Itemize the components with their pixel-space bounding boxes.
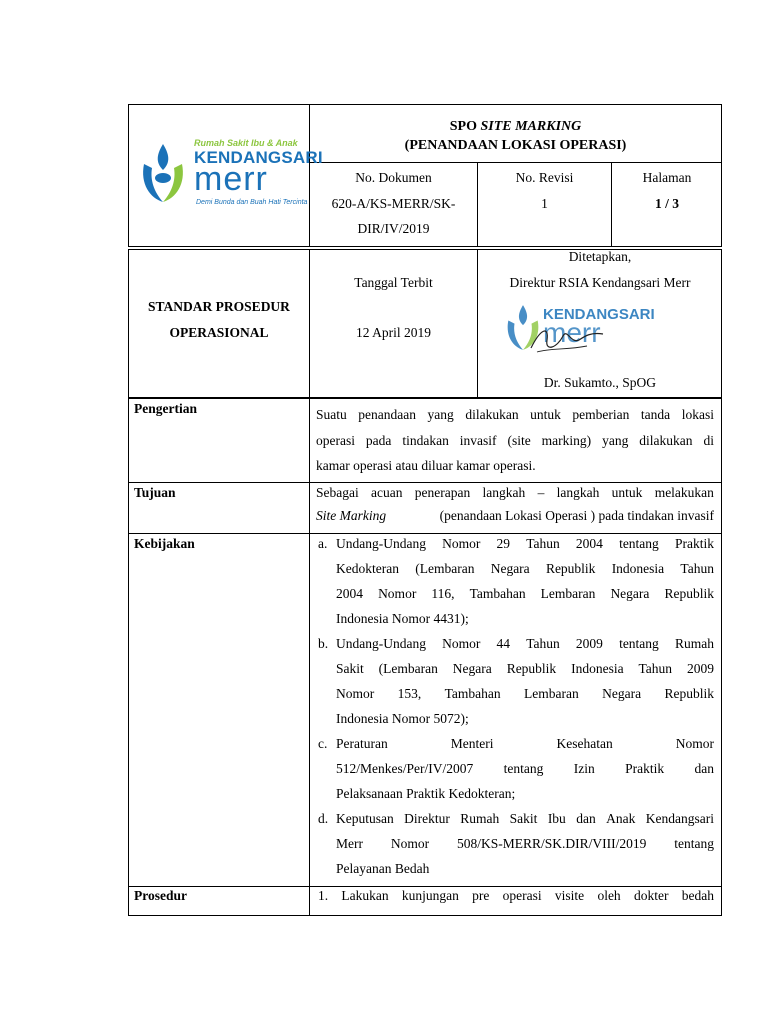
pengertian-line-3: kamar operasi atau diluar kamar operasi. — [316, 458, 536, 473]
doc-number-line-2: DIR/IV/2019 — [357, 221, 430, 236]
issue-date-label: Tanggal Terbit — [354, 275, 433, 290]
logo-brand: merr — [194, 160, 268, 198]
title-prefix: SPO — [449, 119, 477, 134]
approval-stamp — [503, 296, 665, 360]
prosedur-step-1: 1. Lakukan kunjungan pre operasi visite oleh dokter bedah — [318, 888, 714, 903]
tujuan-label: Tujuan — [134, 485, 176, 500]
pengertian-line-1: Suatu penandaan yang dilakukan untuk pemberian tanda lokasi — [316, 407, 714, 422]
approver-name: Dr. Sukamto., SpOG — [543, 375, 657, 390]
header-divider-h — [309, 162, 722, 163]
tujuan-line-1: Sebagai acuan penerapan langkah – langkah untuk melakukan — [316, 485, 714, 500]
logo-emblem-icon — [140, 140, 186, 210]
kebijakan-b-line-2: Sakit (Lembaran Negara Republik Indonesia Tahun 2009 — [336, 661, 714, 676]
sop-title-line-1: STANDAR PROSEDUR — [148, 299, 290, 314]
document-title — [310, 118, 721, 136]
kebijakan-b-line-4: Indonesia Nomor 5072); — [336, 711, 469, 726]
revision-label: No. Revisi — [515, 170, 574, 185]
tujuan-line-2 — [316, 508, 714, 524]
stamp-brand: merr — [543, 317, 601, 348]
content-divider-v — [309, 398, 310, 916]
kebijakan-label: Kebijakan — [134, 536, 195, 551]
content-divider-h3 — [128, 886, 722, 887]
logo-name: KENDANGSARI — [194, 148, 323, 167]
logo-motto: Demi Bunda dan Buah Hati Tercinta — [196, 199, 308, 206]
kebijakan-d-marker: d. — [318, 811, 329, 826]
kebijakan-a-line-1: Undang-Undang Nomor 29 Tahun 2004 tentang Praktik — [336, 536, 714, 551]
logo-tagline: Rumah Sakit Ibu & Anak — [194, 138, 298, 148]
revision-value: 1 — [541, 196, 548, 211]
signature-icon — [527, 318, 607, 358]
pengertian-line-2: operasi pada tindakan invasif (site marking) yang dilakukan di — [316, 433, 714, 448]
title-italic: SITE MARKING — [480, 119, 582, 134]
document-subtitle: (PENANDAAN LOKASI OPERASI) — [404, 138, 627, 153]
kebijakan-b-marker: b. — [318, 636, 329, 651]
kebijakan-b-line-3: Nomor 153, Tambahan Lembaran Negara Republik — [336, 686, 714, 701]
hospital-logo — [140, 138, 323, 213]
kebijakan-c-line-1: Peraturan Menteri Kesehatan Nomor — [336, 736, 714, 751]
kebijakan-c-line-2: 512/Menkes/Per/IV/2007 tentang Izin Praktik dan — [336, 761, 714, 776]
page-value: 1 / 3 — [654, 196, 679, 211]
stamp-name: KENDANGSARI — [543, 306, 655, 323]
tujuan-site-marking: Site Marking — [316, 508, 387, 523]
kebijakan-b-line-1: Undang-Undang Nomor 44 Tahun 2009 tentang Rumah — [336, 636, 714, 651]
kebijakan-c-marker: c. — [318, 736, 328, 751]
approver-title: Direktur RSIA Kendangsari Merr — [509, 275, 691, 290]
kebijakan-a-line-3: 2004 Nomor 116, Tambahan Lembaran Negara Republik — [336, 586, 714, 601]
sop-title-line-2: OPERASIONAL — [169, 325, 269, 340]
page-label: Halaman — [642, 170, 692, 185]
issue-date-value: 12 April 2019 — [355, 325, 431, 340]
content-divider-h1 — [128, 482, 722, 483]
prosedur-label: Prosedur — [134, 888, 187, 903]
approved-label: Ditetapkan, — [568, 249, 632, 264]
kebijakan-a-line-2: Kedokteran (Lembaran Negara Republik Indonesia Tahun — [336, 561, 714, 576]
kebijakan-a-line-4: Indonesia Nomor 4431); — [336, 611, 469, 626]
content-divider-h2 — [128, 533, 722, 534]
pengertian-label: Pengertian — [134, 401, 197, 416]
doc-number-label: No. Dokumen — [355, 170, 432, 185]
kebijakan-d-line-2: Merr Nomor 508/KS-MERR/SK.DIR/VIII/2019 tentang — [336, 836, 714, 851]
kebijakan-d-line-3: Pelayanan Bedah — [336, 861, 430, 876]
kebijakan-a-marker: a. — [318, 536, 328, 551]
kebijakan-d-line-1: Keputusan Direktur Rumah Sakit Ibu dan Anak Kendangsari — [336, 811, 714, 826]
tujuan-line-2-rest: (penandaan Lokasi Operasi ) pada tindakan invasif — [439, 508, 714, 523]
doc-number-line-1: 620-A/KS-MERR/SK- — [331, 196, 456, 211]
kebijakan-c-line-3: Pelaksanaan Praktik Kedokteran; — [336, 786, 516, 801]
